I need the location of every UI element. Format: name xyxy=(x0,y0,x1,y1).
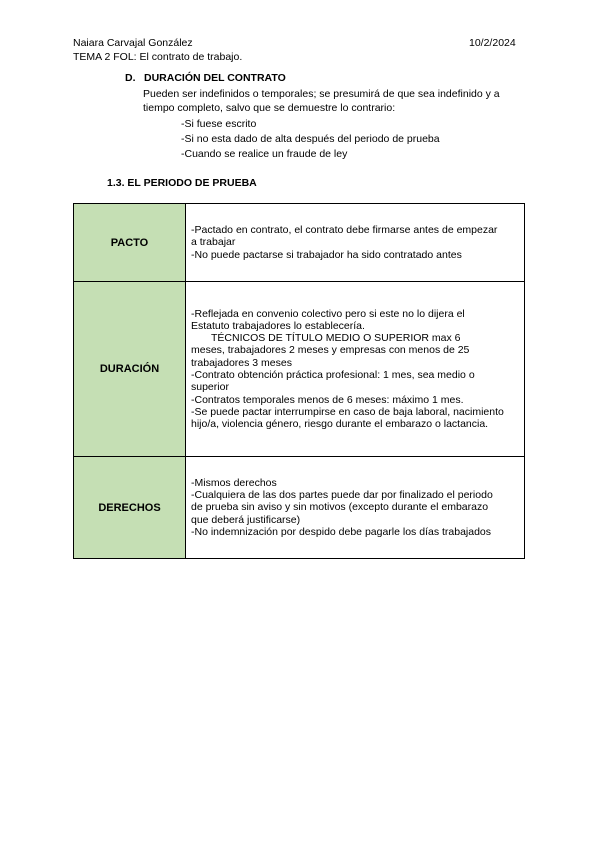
section-d-bullet: -Si fuese escrito xyxy=(181,118,257,130)
section-d-heading xyxy=(125,72,286,84)
section-d-bullet: -Si no esta dado de alta después del periodo de prueba xyxy=(181,133,440,145)
content-line: hijo/a, violencia género, riesgo durante el embarazo o lactancia. xyxy=(191,418,489,431)
section-d-bullet: -Cuando se realice un fraude de ley xyxy=(181,148,348,160)
content-line: -Contratos temporales menos de 6 meses: máximo 1 mes. xyxy=(191,393,464,406)
content-line: meses, trabajadores 2 meses y empresas con menos de 25 xyxy=(191,344,470,357)
section-d-title: DURACIÓN DEL CONTRATO xyxy=(144,72,286,84)
content-line: a trabajar xyxy=(191,236,236,249)
content-line: -Pactado en contrato, el contrato debe firmarse antes de empezar xyxy=(191,224,498,237)
section-d-letter: D. xyxy=(125,72,136,84)
content-line: TÉCNICOS DE TÍTULO MEDIO O SUPERIOR max 6 xyxy=(211,332,461,345)
document-subject: TEMA 2 FOL: El contrato de trabajo. xyxy=(73,51,243,63)
row-label-pacto: PACTO xyxy=(74,204,186,282)
content-line: -Cualquiera de las dos partes puede dar por finalizado el periodo xyxy=(191,489,493,502)
content-line: -Contrato obtención práctica profesional: 1 mes, sea medio o xyxy=(191,369,475,381)
content-line: trabajadores 3 meses xyxy=(191,356,292,369)
table-row-duracion xyxy=(74,282,525,457)
content-line: -Se puede pactar interrumpirse en caso de baja laboral, nacimiento xyxy=(191,405,504,418)
section-d-intro-line-2: tiempo completo, salvo que se demuestre lo contrario: xyxy=(143,102,396,114)
content-line: -No indemnización por despido debe pagarle los días trabajados xyxy=(191,525,492,538)
content-line: -Reflejada en convenio colectivo pero si este no lo dijera el xyxy=(191,307,465,320)
document-date: 10/2/2024 xyxy=(469,37,516,49)
trial-period-table xyxy=(73,203,525,559)
table-row-pacto xyxy=(74,204,525,282)
row-content-duracion xyxy=(186,282,525,457)
content-line: de prueba sin aviso y sin motivos (excepto durante el embarazo xyxy=(191,501,489,514)
section-1-3-heading: 1.3. EL PERIODO DE PRUEBA xyxy=(107,177,257,189)
row-content-derechos xyxy=(186,457,525,559)
author-name: Naiara Carvajal González xyxy=(73,37,193,49)
table-row-derechos xyxy=(74,457,525,559)
row-label-derechos: DERECHOS xyxy=(74,457,186,559)
row-content-pacto xyxy=(186,204,525,282)
section-d-intro-line-1: Pueden ser indefinidos o temporales; se presumirá de que sea indefinido y a xyxy=(143,88,500,100)
content-line: superior xyxy=(191,381,229,394)
content-line: que deberá justificarse) xyxy=(191,513,301,526)
content-line: -Mismos derechos xyxy=(191,476,277,489)
row-label-duracion: DURACIÓN xyxy=(74,282,186,457)
content-line: Estatuto trabajadores lo establecería. xyxy=(191,319,365,332)
content-line: -No puede pactarse si trabajador ha sido contratado antes xyxy=(191,248,462,261)
